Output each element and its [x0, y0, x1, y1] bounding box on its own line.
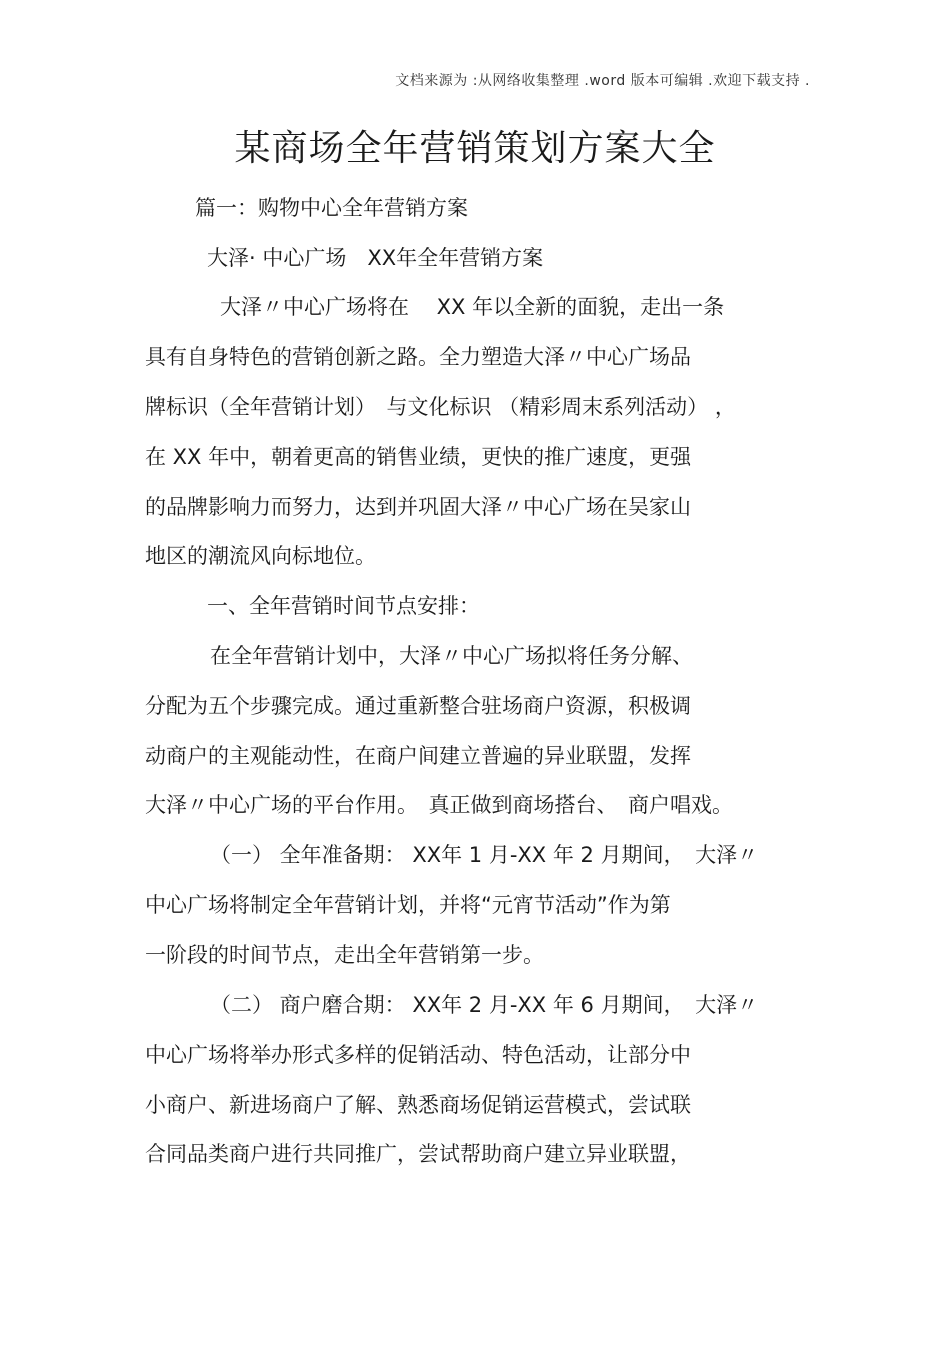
- paragraph-line: 具有自身特色的营销创新之路。全力塑造大泽〃中心广场品: [145, 345, 691, 369]
- paragraph-line: （一） 全年准备期： XX年 1 月-XX 年 2 月期间， 大泽〃: [210, 843, 759, 867]
- paragraph-line: 地区的潮流风向标地位。: [145, 544, 376, 568]
- paragraph-line: 牌标识（全年营销计划） 与文化标识 （精彩周末系列活动） ，: [145, 395, 736, 419]
- document-title: 某商场全年营销策划方案大全: [234, 128, 716, 169]
- header-note: 文档来源为 :从网络收集整理 .word 版本可编辑 .欢迎下载支持 .: [395, 73, 810, 89]
- section-heading: 篇一：购物中心全年营销方案: [195, 196, 468, 220]
- paragraph-line: 小商户、新进场商户了解、熟悉商场促销运营模式，尝试联: [145, 1093, 691, 1117]
- paragraph-line: 在 XX 年中，朝着更高的销售业绩，更快的推广速度，更强: [145, 445, 692, 469]
- paragraph-line: 动商户的主观能动性，在商户间建立普遍的异业联盟，发挥: [145, 744, 691, 768]
- paragraph-line: 中心广场将制定全年营销计划，并将“元宵节活动”作为第: [145, 893, 671, 917]
- section-heading: 一、全年营销时间节点安排：: [207, 594, 480, 618]
- paragraph-line: （二） 商户磨合期： XX年 2 月-XX 年 6 月期间， 大泽〃: [210, 993, 759, 1017]
- paragraph-line: 一阶段的时间节点，走出全年营销第一步。: [145, 943, 544, 967]
- paragraph-line: 在全年营销计划中，大泽〃中心广场拟将任务分解、: [210, 644, 693, 668]
- paragraph-line: 分配为五个步骤完成。通过重新整合驻场商户资源，积极调: [145, 694, 691, 718]
- paragraph-line: 中心广场将举办形式多样的促销活动、特色活动，让部分中: [145, 1043, 691, 1067]
- paragraph-line: 合同品类商户进行共同推广，尝试帮助商户建立异业联盟，: [145, 1142, 691, 1166]
- paragraph-line: 大泽〃中心广场的平台作用。 真正做到商场搭台、 商户唱戏。: [145, 793, 733, 817]
- paragraph-line: 大泽〃中心广场将在 XX 年以全新的面貌，走出一条: [220, 295, 725, 319]
- subtitle: 大泽· 中心广场 XX年全年营销方案: [207, 246, 544, 270]
- paragraph-line: 的品牌影响力而努力，达到并巩固大泽〃中心广场在吴家山: [145, 495, 691, 519]
